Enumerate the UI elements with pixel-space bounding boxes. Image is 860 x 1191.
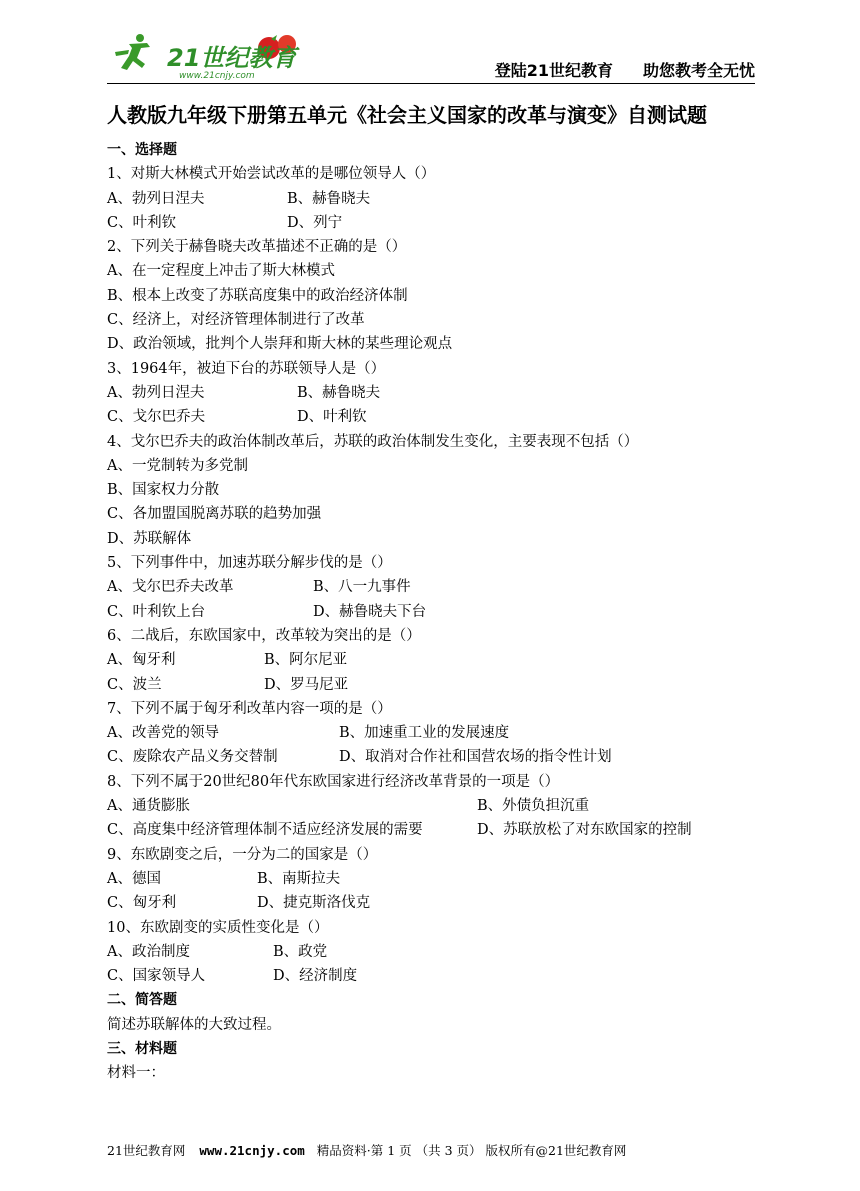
- runner-icon: [115, 34, 150, 70]
- option-b: B、国家权力分散: [107, 482, 220, 499]
- option-d: D、列宁: [287, 214, 343, 231]
- question-stem: 7、下列不属于匈牙利改革内容一项的是（）: [107, 700, 392, 717]
- option-c: C、各加盟国脱离苏联的趋势加强: [107, 506, 322, 523]
- footer-page-info: 精品资料·第 1 页 （共 3 页）: [316, 1143, 482, 1158]
- option-row: [107, 600, 757, 624]
- option-row: [107, 648, 757, 672]
- footer-site-url[interactable]: www.21cnjy.com: [199, 1143, 305, 1158]
- header-slogan: [495, 58, 755, 81]
- option-c: C、叶利钦上台: [107, 603, 206, 620]
- option-c: C、经济上，对经济管理体制进行了改革: [107, 312, 365, 329]
- option-row: [107, 867, 757, 891]
- question-stem: 3、1964年，被迫下台的苏联领导人是（）: [107, 360, 386, 377]
- option-b: B、南斯拉夫: [257, 870, 341, 887]
- option-row: [107, 964, 757, 988]
- option-c: C、高度集中经济管理体制不适应经济发展的需要: [107, 822, 423, 839]
- option-b: B、赫鲁晓夫: [287, 190, 371, 207]
- option-d: D、捷克斯洛伐克: [257, 895, 371, 912]
- option-c: C、国家领导人: [107, 968, 206, 985]
- option-a: A、戈尔巴乔夫改革: [107, 579, 234, 596]
- footer-copyright: 版权所有@21世纪教育网: [485, 1143, 627, 1158]
- site-logo: [107, 30, 307, 82]
- option-a: A、通货膨胀: [107, 798, 190, 815]
- option-d: D、政治领域，批判个人崇拜和斯大林的某些理论观点: [107, 336, 453, 353]
- option-row: [107, 673, 757, 697]
- slogan-help: 助您教考全无忧: [642, 61, 755, 80]
- header-divider: [107, 83, 755, 84]
- option-c: C、叶利钦: [107, 214, 177, 231]
- option-c: C、戈尔巴乔夫: [107, 409, 206, 426]
- question-stem: 10、东欧剧变的实质性变化是（）: [107, 919, 329, 936]
- question-stem: 1、对斯大林模式开始尝试改革的是哪位领导人（）: [107, 166, 436, 183]
- option-d: D、苏联放松了对东欧国家的控制: [477, 822, 692, 839]
- option-d: D、罗马尼亚: [264, 676, 349, 693]
- section-heading-material: 三、材料题: [107, 1040, 177, 1057]
- option-a: A、勃列日涅夫: [107, 384, 205, 401]
- option-a: A、政治制度: [107, 943, 190, 960]
- option-row: [107, 891, 757, 915]
- material-label: 材料一：: [107, 1065, 165, 1082]
- option-row: [107, 818, 757, 842]
- question-stem: 9、东欧剧变之后，一分为二的国家是（）: [107, 846, 378, 863]
- option-d: D、取消对合作社和国营农场的指令性计划: [339, 749, 612, 766]
- footer-site-name: 21世纪教育网: [107, 1143, 186, 1158]
- document-title: 人教版九年级下册第五单元《社会主义国家的改革与演变》自测试题: [107, 103, 707, 127]
- option-a: A、改善党的领导: [107, 725, 219, 742]
- option-row: [107, 721, 757, 745]
- option-a: A、德国: [107, 870, 161, 887]
- question-stem: 4、戈尔巴乔夫的政治体制改革后，苏联的政治体制发生变化，主要表现不包括（）: [107, 433, 639, 450]
- option-d: D、叶利钦: [297, 409, 367, 426]
- short-answer-question: 简述苏联解体的大致过程。: [107, 1016, 281, 1033]
- logo-text: 21世纪教育: [167, 44, 297, 72]
- question-stem: 5、下列事件中，加速苏联分解步伐的是（）: [107, 555, 392, 572]
- option-row: [107, 187, 757, 211]
- option-b: B、八一九事件: [313, 579, 411, 596]
- question-stem: 2、下列关于赫鲁晓夫改革描述不正确的是（）: [107, 239, 407, 256]
- option-a: A、匈牙利: [107, 652, 176, 669]
- option-a: A、勃列日涅夫: [107, 190, 205, 207]
- page-header: [107, 30, 755, 82]
- option-c: C、废除农产品义务交替制: [107, 749, 278, 766]
- option-a: A、一党制转为多党制: [107, 457, 248, 474]
- option-d: D、苏联解体: [107, 530, 192, 547]
- option-d: D、赫鲁晓夫下台: [313, 603, 427, 620]
- option-row: [107, 405, 757, 429]
- option-b: B、根本上改变了苏联高度集中的政治经济体制: [107, 287, 408, 304]
- document-body: [107, 138, 757, 1086]
- option-b: B、赫鲁晓夫: [297, 384, 381, 401]
- option-d: D、经济制度: [273, 968, 358, 985]
- option-b: B、外债负担沉重: [477, 798, 590, 815]
- option-b: B、阿尔尼亚: [264, 652, 348, 669]
- option-row: [107, 381, 757, 405]
- question-stem: 8、下列不属于20世纪80年代东欧国家进行经济改革背景的一项是（）: [107, 773, 560, 790]
- option-b: B、政党: [273, 943, 328, 960]
- option-row: [107, 575, 757, 599]
- option-row: [107, 794, 757, 818]
- option-b: B、加速重工业的发展速度: [339, 725, 510, 742]
- question-stem: 6、二战后，东欧国家中，改革较为突出的是（）: [107, 627, 421, 644]
- option-c: C、匈牙利: [107, 895, 177, 912]
- page-footer: [107, 1141, 757, 1159]
- logo-url: www.21cnjy.com: [179, 71, 255, 81]
- option-row: [107, 745, 757, 769]
- option-a: A、在一定程度上冲击了斯大林模式: [107, 263, 335, 280]
- option-row: [107, 211, 757, 235]
- option-c: C、波兰: [107, 676, 162, 693]
- section-heading-choice: 一、选择题: [107, 142, 177, 158]
- slogan-login: 登陆21世纪教育: [494, 61, 613, 80]
- section-heading-short-answer: 二、简答题: [107, 992, 177, 1009]
- option-row: [107, 940, 757, 964]
